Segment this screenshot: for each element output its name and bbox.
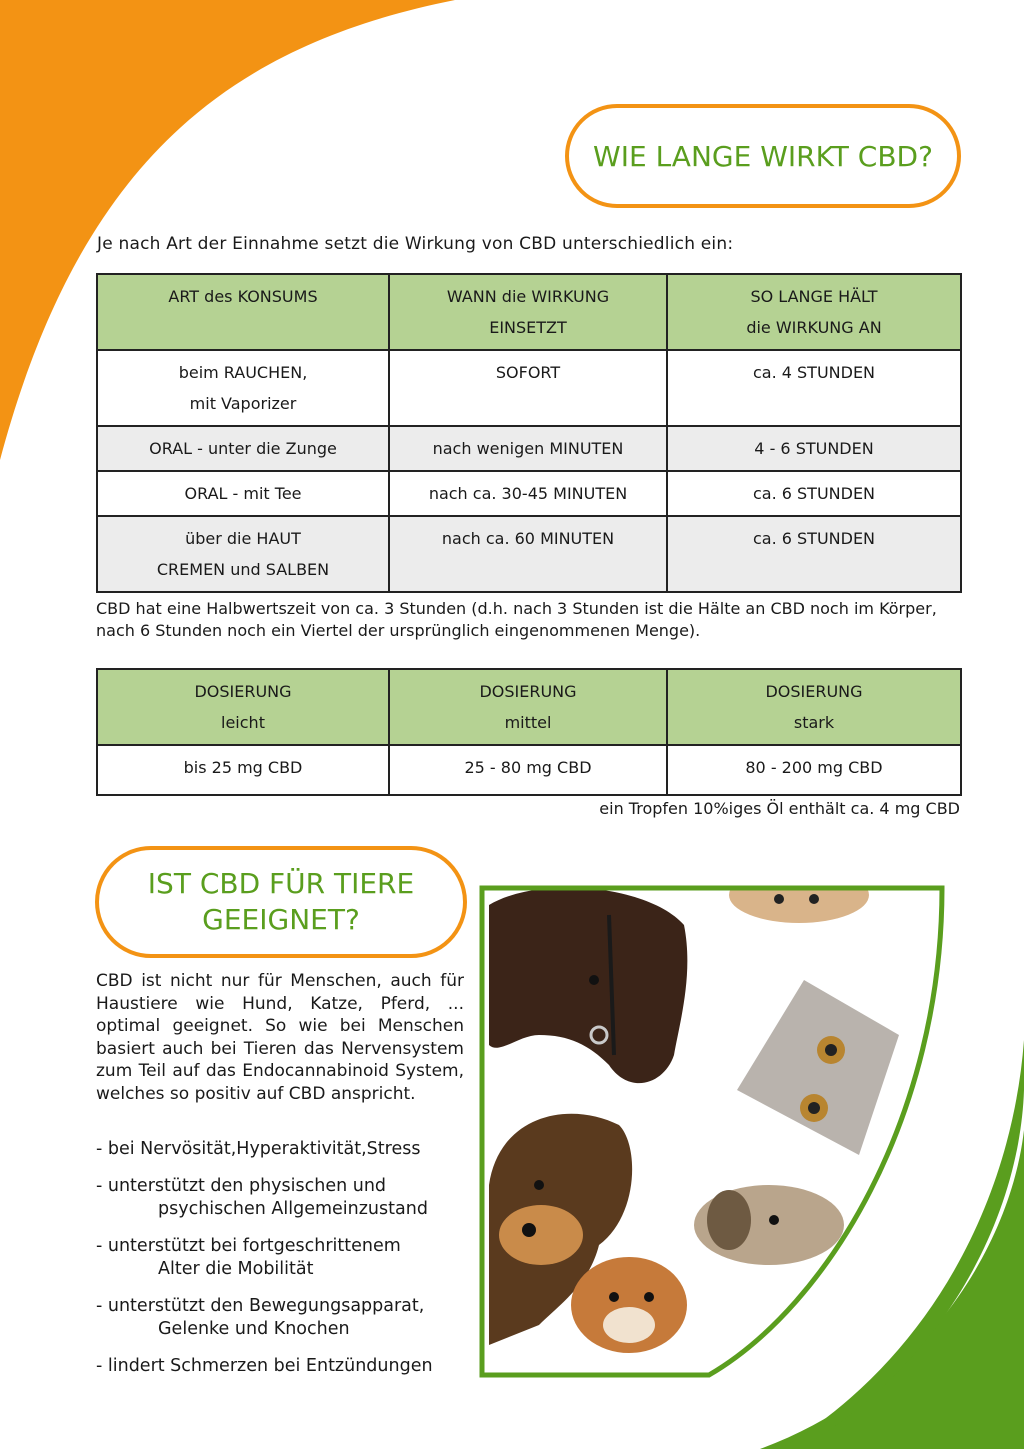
table-cell: 4 - 6 STUNDEN [667, 426, 961, 471]
header-onset: WANN die WIRKUNG EINSETZT [389, 274, 667, 350]
list-item: - unterstützt bei fortgeschrittenem Alter die Mobilität [96, 1236, 401, 1279]
list-item: - lindert Schmerzen bei Entzündungen [96, 1356, 433, 1376]
header-dosage-strong: DOSIERUNG stark [667, 669, 961, 745]
table-cell: über die HAUT CREMEN und SALBEN [97, 516, 389, 592]
table-cell: ca. 6 STUNDEN [667, 516, 961, 592]
table-cell: nach ca. 30-45 MINUTEN [389, 471, 667, 516]
table-cell: bis 25 mg CBD [97, 745, 389, 795]
table-header-row [97, 669, 961, 745]
table-cell: nach ca. 60 MINUTEN [389, 516, 667, 592]
dosage-table [96, 668, 962, 796]
table-cell: ca. 6 STUNDEN [667, 471, 961, 516]
dog-image-2 [694, 1185, 844, 1265]
table-cell: ORAL - unter die Zunge [97, 426, 389, 471]
table-row [97, 350, 961, 426]
table-row [97, 516, 961, 592]
header-duration: SO LANGE HÄLT die WIRKUNG AN [667, 274, 961, 350]
animals-photo [479, 885, 945, 1378]
header-dosage-light: DOSIERUNG leicht [97, 669, 389, 745]
halflife-note: CBD hat eine Halbwertszeit von ca. 3 Stunden (d.h. nach 3 Stunden ist die Hälte an CBD noch im Körper, nach 6 Stunden noch ein Viertel der ursprünglich eingenommenen Menge). [96, 599, 937, 640]
effect-duration-table [96, 273, 962, 593]
intro-text: Je nach Art der Einnahme setzt die Wirkung von CBD unterschiedlich ein: [97, 234, 734, 254]
table-cell: beim RAUCHEN, mit Vaporizer [97, 350, 389, 426]
header-dosage-medium: DOSIERUNG mittel [389, 669, 667, 745]
benefit-list [96, 1138, 476, 1392]
animal-paragraph: CBD ist nicht nur für Menschen, auch für Haustiere wie Hund, Katze, Pferd, ... optimal geeignet. So wie bei Menschen basiert auch bei Tieren das Nervensystem zum Teil auf das Endocannabinoid System, welches so positiv auf CBD anspricht. [96, 971, 464, 1104]
section-title-duration [565, 104, 961, 208]
table-header-row [97, 274, 961, 350]
drop-note: ein Tropfen 10%iges Öl enthält ca. 4 mg CBD [599, 799, 960, 818]
table-row [97, 471, 961, 516]
list-item: - bei Nervösität,Hyperaktivität,Stress [96, 1139, 421, 1159]
table-cell: SOFORT [389, 350, 667, 426]
table-cell: 25 - 80 mg CBD [389, 745, 667, 795]
list-item: - unterstützt den physischen und psychischen Allgemeinzustand [96, 1176, 428, 1219]
guinea-pig-image [571, 1257, 687, 1353]
table-row [97, 426, 961, 471]
table-cell: ca. 4 STUNDEN [667, 350, 961, 426]
section-title-duration-text: WIE LANGE WIRKT CBD? [593, 139, 933, 173]
table-cell: ORAL - mit Tee [97, 471, 389, 516]
list-item: - unterstützt den Bewegungsapparat, Gelenke und Knochen [96, 1296, 425, 1339]
section-title-animals: IST CBD FÜR TIERE GEEIGNET? [95, 846, 467, 958]
table-row [97, 745, 961, 795]
header-consumption-type: ART des KONSUMS [97, 274, 389, 350]
table-cell: 80 - 200 mg CBD [667, 745, 961, 795]
table-cell: nach wenigen MINUTEN [389, 426, 667, 471]
